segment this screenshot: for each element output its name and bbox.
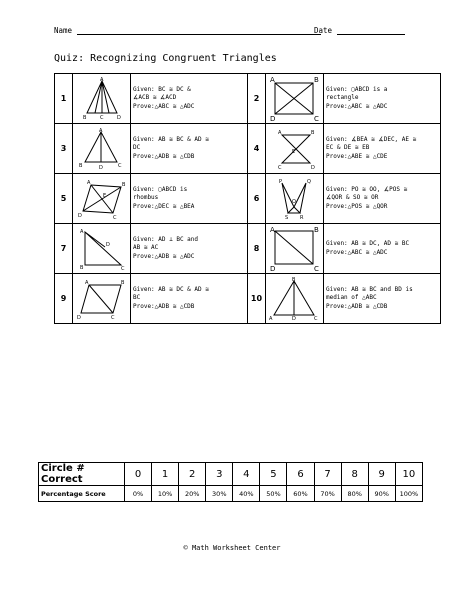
figure-9-label: A xyxy=(84,279,88,286)
problem-number: 9 xyxy=(55,274,73,324)
problems-table xyxy=(54,73,441,324)
given-line: Given: ∡BEA ≅ ∡DEC, AE ≅ xyxy=(326,136,417,144)
count-cell[interactable]: 4 xyxy=(233,463,260,486)
percent-cell: 10% xyxy=(152,486,179,502)
percent-cell: 90% xyxy=(368,486,395,502)
problem-text xyxy=(131,124,248,174)
date-line[interactable] xyxy=(337,26,405,35)
prove-line: Prove:△DEC ≅ △BEA xyxy=(133,202,195,210)
prove-line: Prove:△ADB ≅ △ADC xyxy=(133,252,195,260)
percent-cell: 30% xyxy=(206,486,233,502)
given-line: Given: AB ≅ BC and BD is xyxy=(326,286,413,294)
given-line: Given: ▢ABCD is xyxy=(133,186,188,194)
count-cell[interactable]: 10 xyxy=(395,463,422,486)
count-cell[interactable]: 3 xyxy=(206,463,233,486)
problem-number: 1 xyxy=(55,74,73,124)
problem-number: 4 xyxy=(248,124,266,174)
percentage-label: Percentage Score xyxy=(39,486,125,502)
problem-number: 3 xyxy=(55,124,73,174)
figure-9-label: C xyxy=(110,314,114,321)
prove-line: Prove:△ADB ≅ △CDB xyxy=(133,302,195,310)
problem-text xyxy=(131,174,248,224)
figure-8-label: B xyxy=(313,225,319,234)
name-line[interactable] xyxy=(77,26,321,35)
count-cell[interactable]: 2 xyxy=(179,463,206,486)
given-line-2: EC & DE ≅ EB xyxy=(326,144,370,152)
given-line-2: ∡ACB ≅ ∡ACD xyxy=(133,94,177,102)
figure-1-label: A xyxy=(99,76,103,83)
figure-2-label: C xyxy=(313,114,319,122)
figure-4-label: C xyxy=(277,164,281,171)
percent-cell: 40% xyxy=(233,486,260,502)
figure-1-label: D xyxy=(116,114,121,121)
figure-6-label: O xyxy=(291,198,296,205)
prove-line: Prove:△ABE ≅ △CDE xyxy=(326,152,388,160)
table-row xyxy=(55,124,441,174)
given-line: Given: AB ≅ DC, AD ≅ BC xyxy=(326,240,410,248)
given-line-2: BC xyxy=(133,294,141,302)
figure-6-label: R xyxy=(299,214,303,221)
problem-text xyxy=(131,274,248,324)
problem-text xyxy=(324,224,441,274)
given-line-2: rhombus xyxy=(133,194,159,202)
figure-1-label: C xyxy=(99,114,103,121)
figure-6 xyxy=(266,174,324,224)
percent-cell: 0% xyxy=(125,486,152,502)
table-row xyxy=(55,74,441,124)
problem-number: 8 xyxy=(248,224,266,274)
figure-9 xyxy=(73,274,131,324)
footer-copyright: © Math Worksheet Center xyxy=(183,544,281,552)
prove-line: Prove:△ABC ≅ △ADC xyxy=(133,102,195,110)
figure-5-label: B xyxy=(121,181,125,188)
figure-8 xyxy=(266,224,324,274)
given-line: Given: PO ≅ OO, ∡POS ≅ xyxy=(326,186,408,194)
problem-number: 5 xyxy=(55,174,73,224)
name-label: Name xyxy=(54,26,73,35)
figure-2-label: D xyxy=(269,114,275,122)
figure-8-label: C xyxy=(313,264,319,272)
figure-4-label: E xyxy=(291,148,295,155)
table-row xyxy=(55,274,441,324)
figure-8-label: A xyxy=(269,225,275,234)
percent-cell: 70% xyxy=(314,486,341,502)
given-line: Given: ▢ABCD is a xyxy=(326,86,388,94)
figure-6-label: S xyxy=(284,214,288,221)
figure-7-label: D xyxy=(105,241,110,248)
given-line-2: AB ≅ AC xyxy=(133,244,159,252)
table-row xyxy=(55,174,441,224)
figure-2-label: B xyxy=(313,75,319,84)
figure-1-label: B xyxy=(82,114,86,121)
count-cell[interactable]: 5 xyxy=(260,463,287,486)
page-title: Quiz: Recognizing Congruent Triangles xyxy=(54,53,277,64)
prove-line: Prove:△ABC ≅ △ADC xyxy=(326,102,388,110)
circle-correct-label: Circle # Correct xyxy=(39,463,125,486)
percent-cell: 100% xyxy=(395,486,422,502)
given-line: Given: BC ≅ DC & xyxy=(133,86,191,94)
count-cell[interactable]: 6 xyxy=(287,463,314,486)
circle-correct-row xyxy=(39,463,423,486)
score-table xyxy=(38,462,423,502)
problem-number: 10 xyxy=(248,274,266,324)
given-line-2: ∡QOR & SO ≅ OR xyxy=(326,194,379,202)
figure-7-label: A xyxy=(79,228,83,235)
figure-4-label: D xyxy=(310,164,315,171)
prove-line: Prove:△ADB ≅ △CDB xyxy=(133,152,195,160)
figure-7-label: B xyxy=(79,264,83,271)
prove-line: Prove:△ADB ≅ △CDB xyxy=(326,302,388,310)
figure-3-label: C xyxy=(117,162,121,169)
figure-7 xyxy=(73,224,131,274)
count-cell[interactable]: 8 xyxy=(341,463,368,486)
figure-9-label: D xyxy=(76,314,81,321)
table-row xyxy=(55,224,441,274)
problem-number: 6 xyxy=(248,174,266,224)
count-cell[interactable]: 9 xyxy=(368,463,395,486)
figure-5 xyxy=(73,174,131,224)
figure-6-label: P xyxy=(278,178,282,185)
figure-9-label: B xyxy=(120,279,124,286)
figure-10 xyxy=(266,274,324,324)
figure-3 xyxy=(73,124,131,174)
percent-cell: 60% xyxy=(287,486,314,502)
figure-10-label: C xyxy=(313,315,317,321)
figure-4-label: A xyxy=(277,129,281,136)
figure-10-label: A xyxy=(268,315,272,321)
given-line-2: median of △ABC xyxy=(326,294,377,302)
given-line: Given: AB ≅ DC & AD ≅ xyxy=(133,286,209,294)
name-field xyxy=(54,26,321,35)
figure-7-label: C xyxy=(120,265,124,271)
figure-10-label: B xyxy=(291,276,295,283)
percent-cell: 20% xyxy=(179,486,206,502)
problem-text xyxy=(324,174,441,224)
figure-3-label: D xyxy=(98,164,103,171)
problem-text xyxy=(324,274,441,324)
percent-cell: 50% xyxy=(260,486,287,502)
problem-number: 2 xyxy=(248,74,266,124)
figure-1 xyxy=(73,74,131,124)
given-line: Given: AB ≅ BC & AD ≅ xyxy=(133,136,209,144)
figure-10-label: D xyxy=(291,315,296,321)
problem-text xyxy=(131,224,248,274)
figure-2-label: A xyxy=(269,75,275,84)
problem-text xyxy=(131,74,248,124)
figure-2 xyxy=(266,74,324,124)
prove-line: Prove:△POS ≅ △QOR xyxy=(326,202,388,210)
figure-5-label: A xyxy=(86,179,90,186)
date-field xyxy=(314,26,405,35)
figure-3-label: A xyxy=(98,127,102,134)
date-label: Date xyxy=(314,26,333,35)
figure-4-label: B xyxy=(310,129,314,136)
figure-5-label: E xyxy=(102,192,106,199)
count-cell[interactable]: 1 xyxy=(152,463,179,486)
figure-6-label: Q xyxy=(306,178,311,185)
figure-4 xyxy=(266,124,324,174)
problem-number: 7 xyxy=(55,224,73,274)
figure-5-label: C xyxy=(112,214,116,221)
prove-line: Prove:△ABC ≅ △ADC xyxy=(326,248,388,256)
problem-text xyxy=(324,124,441,174)
percent-cell: 80% xyxy=(341,486,368,502)
figure-3-label: B xyxy=(78,162,82,169)
percentage-row xyxy=(39,486,423,502)
count-cell[interactable]: 7 xyxy=(314,463,341,486)
figure-5-label: D xyxy=(77,212,82,219)
given-line-2: rectangle xyxy=(326,94,359,102)
given-line: Given: AD ⊥ BC and xyxy=(133,236,199,244)
problem-text xyxy=(324,74,441,124)
given-line-2: DC xyxy=(133,144,141,152)
figure-8-label: D xyxy=(269,264,275,272)
count-cell[interactable]: 0 xyxy=(125,463,152,486)
